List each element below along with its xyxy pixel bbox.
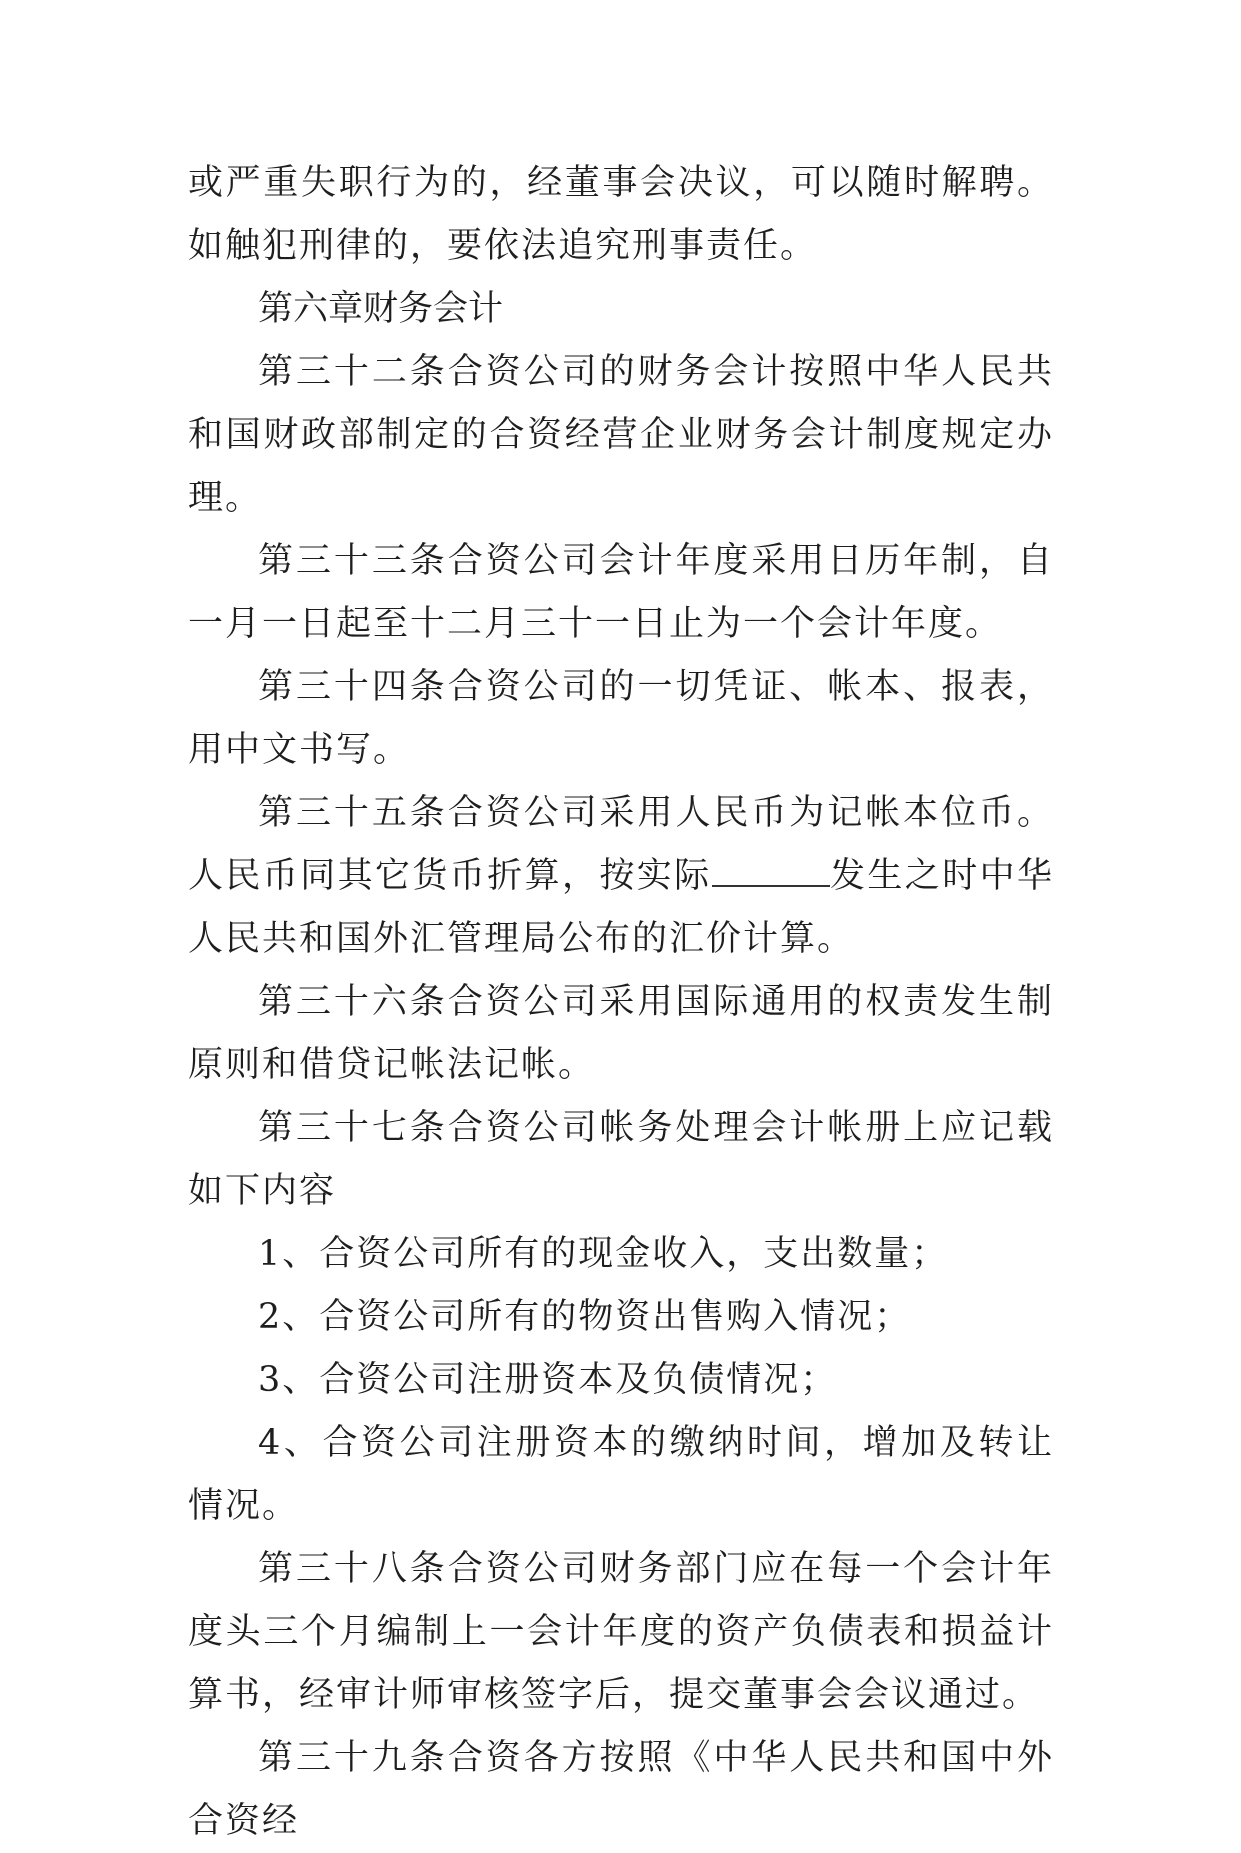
article-37: 第三十七条合资公司帐务处理会计帐册上应记载如下内容 (188, 1108, 1054, 1211)
article-33: 第三十三条合资公司会计年度采用日历年制，自一月一日起至十二月三十一日止为一个会计年度。 (188, 541, 1054, 644)
article-36: 第三十六条合资公司采用国际通用的权责发生制原则和借贷记帐法记帐。 (188, 982, 1054, 1085)
article-35-part2: 发生之时中华人民共和国外汇管理局公布的汇价计算。 (188, 856, 1054, 959)
list-item-1: 1、合资公司所有的现金收入，支出数量； (258, 1234, 949, 1274)
list-item-4: 4、合资公司注册资本的缴纳时间，增加及转让情况。 (188, 1423, 1054, 1526)
fill-in-blank (712, 855, 830, 887)
list-item-3: 3、合资公司注册资本及负债情况； (258, 1360, 838, 1400)
article-32: 第三十二条合资公司的财务会计按照中华人民共和国财政部制定的合资经营企业财务会计制度规定办理。 (188, 352, 1054, 518)
list-item-2: 2、合资公司所有的物资出售购入情况； (258, 1297, 912, 1337)
article-35 (188, 782, 1054, 971)
article-38: 第三十八条合资公司财务部门应在每一个会计年度头三个月编制上一会计年度的资产负债表和损益计算书，经审计师审核签字后，提交董事会会议通过。 (188, 1549, 1054, 1715)
document-body (188, 152, 1054, 1853)
article-34: 第三十四条合资公司的一切凭证、帐本、报表，用中文书写。 (188, 667, 1054, 770)
article-35-part1: 第三十五条合资公司采用人民币为记帐本位币。人民币同其它货币折算，按实际 (188, 793, 1054, 896)
paragraph-continuation: 或严重失职行为的，经董事会决议，可以随时解聘。如触犯刑律的，要依法追究刑事责任。 (188, 163, 1054, 266)
article-39: 第三十九条合资各方按照《中华人民共和国中外合资经 (188, 1738, 1054, 1841)
chapter-heading: 第六章财务会计 (258, 289, 504, 329)
